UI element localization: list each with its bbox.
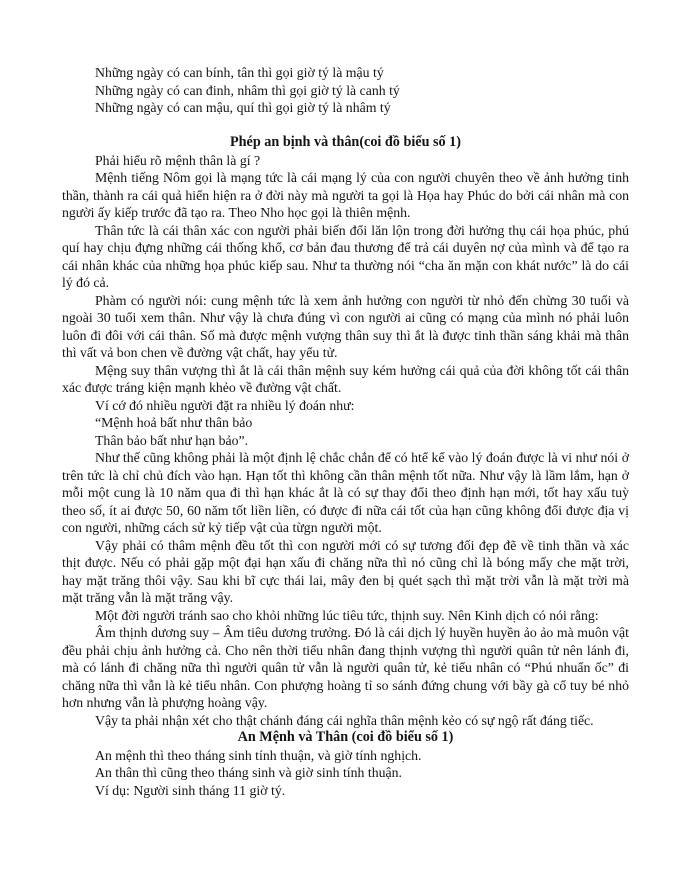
- quote-lead-in-line: Ví cớ đó nhiều người đặt ra nhiều lý đoán như:: [95, 397, 355, 413]
- intro-line: Những ngày có can đinh, nhâm thì gọi giờ tý là canh tý: [95, 82, 400, 98]
- body-paragraph: Vậy phải có thâm mệnh đều tốt thì con người mới có sự tương đối đẹp đẽ về tinh thần và xác thịt được. Nếu có phải gặp một đại hạn xấu đi chăng nữa thì nó cũng chỉ là bóng mấy che mặt trời, hay mặt trăng thôi vậy. Sau khi bĩ cực thái lai, mây đen bị quét sạch thì mặt trời vẫn là mặt trời mà mặt trăng vẫn là mặt trăng vậy.: [62, 537, 629, 605]
- section-heading-an-menh-va-than: An Mệnh và Thân (coi đồ biểu số 1): [237, 729, 454, 745]
- quote-line: “Mệnh hoả bất như thân bảo: [95, 415, 253, 430]
- closing-line: An thân thì cũng theo tháng sinh và giờ sinh tính thuận.: [95, 765, 402, 780]
- body-paragraph: Thân tức là cái thân xác con người phải biến đổi lăn lộn trong đời hưởng thụ cái họa phúc, phú quí hay chịu đựng những cái thống khổ, cơ bản đau thương để trả cái duyên nợ của mình và để tạo ra cái nhân khác của những họa phúc kiếp sau. Như ta thường nói “cha ăn mặn con khát nước” là do cái lý đó cả.: [62, 222, 629, 290]
- body-paragraph: Mệnh tiếng Nôm gọi là mạng tức là cái mạng lý của con người chuyên theo về ảnh hưởng tinh thần, thành ra cái quả hiển hiện ra ở đời này mà người ta gọi là Họa hay Phúc do bởi cái nhân mà con người ấy kiếp trước đã tạo ra. Theo Nho học gọi là thiên mệnh.: [62, 170, 629, 220]
- quote-line: Thân bảo bất như hạn bảo”.: [95, 432, 249, 448]
- body-paragraph: Như thế cũng không phải là một định lệ chắc chắn để có htể kể vào lý đoán được là vi như nói ở trên tức là chỉ chủ đích vào hạn. Hạn tốt thì không cần thân mệnh tốt nữa. Như vậy là lầm lắm, hạn ở mỗi một cung là 10 năm qua đi thì hạn khác ắt là có sự thay đổi theo định hạn mới, tốt hay xấu tuỳ theo số, ít ai được 50, 60 năm tốt liền liền, có được đi nữa cái tốt của hạn cũng không đổi được địa vị con người, những cách sử kỷ tiếp vật của từgn người một.: [62, 450, 629, 535]
- intro-line: Những ngày có can bính, tân thì gọi giờ tý là mậu tý: [95, 65, 384, 80]
- body-paragraph: Vậy ta phải nhận xét cho thật chánh đáng cái nghĩa thân mệnh kẻo có sự ngộ rất đáng tiếc.: [95, 712, 594, 728]
- intro-line: Những ngày có can mậu, quí thì gọi giờ tý là nhâm tý: [95, 100, 391, 115]
- body-paragraph: Một đời người tránh sao cho khỏi những lúc tiêu tức, thịnh suy. Nên Kinh dịch có nói rằng:: [95, 607, 599, 623]
- body-paragraph: Phàm có người nói: cung mệnh tức là xem ảnh hưởng con người từ nhỏ đến chừng 30 tuổi và ngoài 30 tuổi xem thân. Như vậy là chưa đúng vì con người ai cũng có mạng của mình nó phải luôn luôn đi đôi với cái thân. Số mà được mệnh vượng thân suy thì ắt là được tinh thần sáng khải mà thân thì vất vả bon chen về đường vật chất, hay yểu tử.: [62, 292, 629, 360]
- closing-line: An mệnh thì theo tháng sinh tính thuận, và giờ tính nghịch.: [95, 747, 422, 763]
- body-paragraph: Âm thịnh dương suy – Âm tiêu dương trưởng. Đó là cái dịch lý huyền huyền ảo ảo mà muôn vật đều phải chịu ảnh hưởng cả. Cho nên thời tiểu nhân đang thịnh vượng thì người quân tử nên lánh đi, mà có lánh đi chăng nữa thì người quân tử vẫn là người quân tử, kẻ tiểu nhân có “Phú nhuẩn ốc” đi chăng nữa thì vẫn là kẻ tiểu nhân. Con phượng hoàng tỉ so sánh đứng chung với bầy gà cổ tuy bé nhỏ hơn nhưng vẫn là phượng hoàng vậy.: [62, 625, 629, 710]
- question-line: Phải hiểu rõ mệnh thân là gí ?: [95, 152, 261, 168]
- closing-line: Ví dụ: Người sinh tháng 11 giờ tý.: [95, 782, 286, 798]
- section-heading-phep-an-binh-va-than: Phép an bịnh và thân(coi đồ biểu số 1): [230, 134, 461, 150]
- body-paragraph: Mệng suy thân vượng thì ắt là cái thân mệnh suy kém hưởng cái quả của đời không tốt cái thân xác được tráng kiện mạnh khẻo về đường vật chất.: [62, 362, 629, 395]
